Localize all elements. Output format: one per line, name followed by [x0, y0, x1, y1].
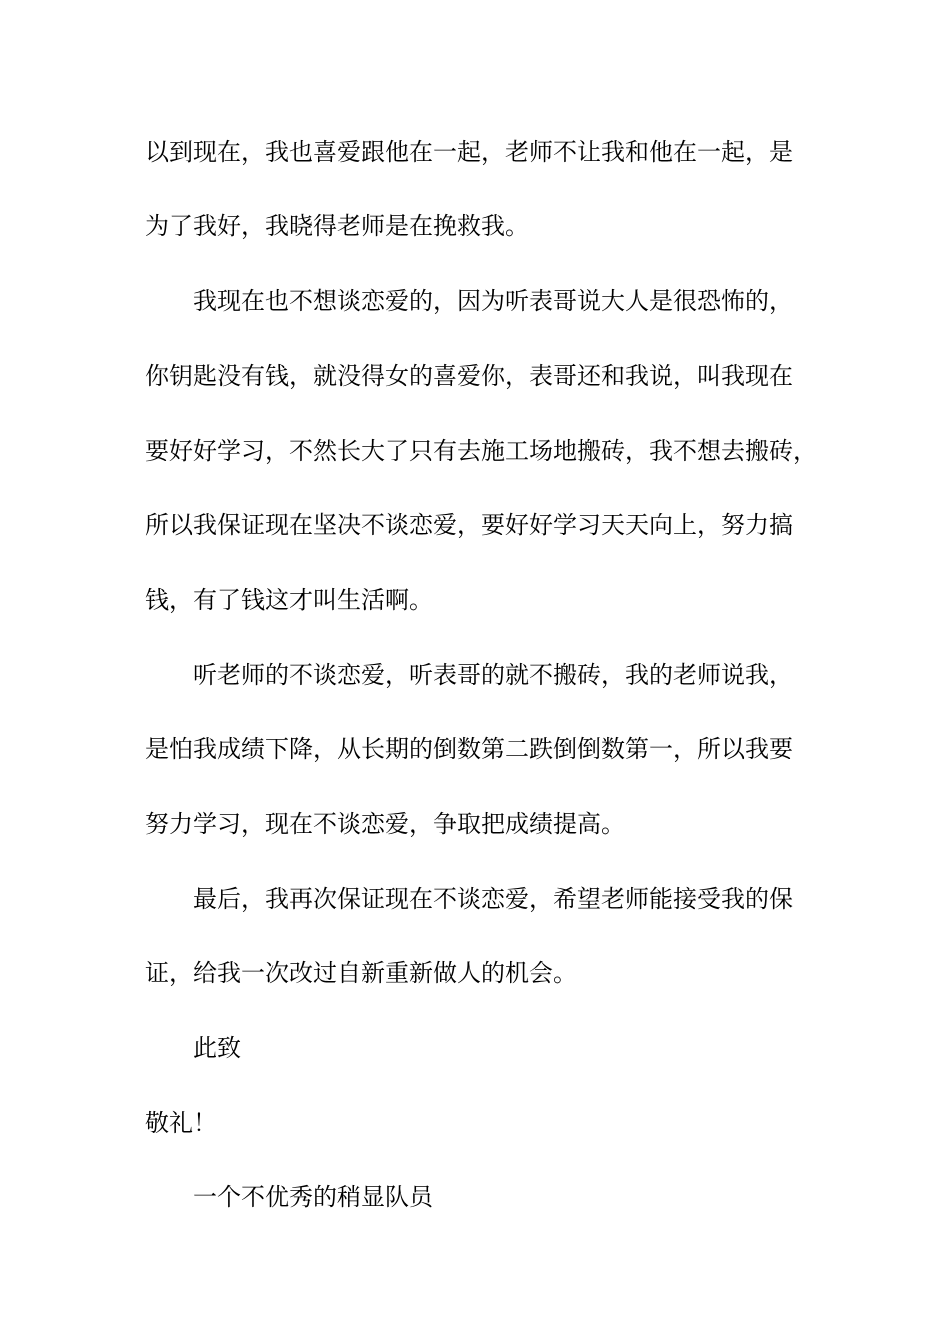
paragraph-start-line: 听老师的不谈恋爱，听表哥的就不搬砖，我的老师说我，	[193, 661, 793, 689]
body-text-line: 你钥匙没有钱，就没得女的喜爱你，表哥还和我说，叫我现在	[145, 362, 793, 390]
body-text-line: 证，给我一次改过自新重新做人的机会。	[145, 959, 577, 987]
body-text-line: 所以我保证现在坚决不谈恋爱，要好好学习天天向上，努力搞	[145, 511, 793, 539]
closing-salutation: 此致	[193, 1034, 241, 1062]
body-text-line: 以到现在，我也喜爱跟他在一起，老师不让我和他在一起，是	[145, 138, 793, 166]
signature-line: 一个不优秀的稍显队员	[193, 1183, 433, 1211]
paragraph-start-line: 我现在也不想谈恋爱的，因为听表哥说大人是很恐怖的，	[193, 287, 793, 315]
paragraph-start-line: 最后，我再次保证现在不谈恋爱，希望老师能接受我的保	[193, 885, 793, 913]
body-text-line: 钱，有了钱这才叫生活啊。	[145, 586, 433, 614]
closing-regards: 敬礼！	[145, 1109, 217, 1137]
body-text-line: 是怕我成绩下降，从长期的倒数第二跌倒倒数第一，所以我要	[145, 735, 793, 763]
body-text-line: 要好好学习，不然长大了只有去施工场地搬砖，我不想去搬砖，	[145, 437, 817, 465]
body-text-line: 努力学习，现在不谈恋爱，争取把成绩提高。	[145, 810, 625, 838]
body-text-line: 为了我好，我晓得老师是在挽救我。	[145, 212, 529, 240]
